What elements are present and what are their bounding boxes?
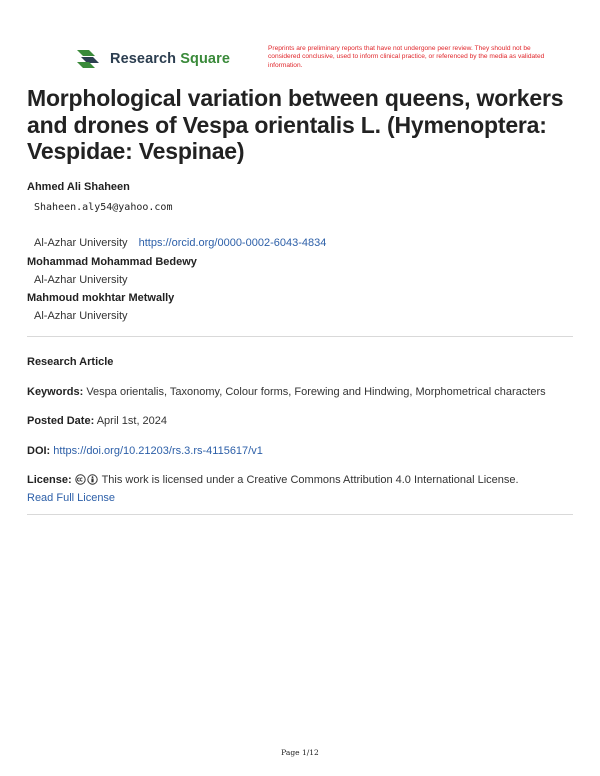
article-title: Morphological variation between queens, workers and drones of Vespa orientalis L. (Hymenoptera: Vespidae: Vespinae) [27,85,564,164]
brand-name: Research Square [110,51,230,67]
doi: DOI: https://doi.org/10.21203/rs.3.rs-4115617/v1 [27,445,263,457]
research-square-logo-icon [75,48,101,70]
divider [27,514,573,515]
divider [27,336,573,337]
preprint-disclaimer: Preprints are preliminary reports that have not undergone peer review. They should not be considered conclusive, used to inform clinical practice, or referenced by the media as validated information. [268,45,545,69]
orcid-link[interactable]: https://orcid.org/0000-0002-6043-4834 [138,237,327,249]
research-square-logo[interactable] [75,48,230,70]
author-affiliation: Al-Azhar University https://orcid.org/0000-0002-6043-4834 [34,237,327,249]
author-affiliation: Al-Azhar University [34,310,128,322]
read-full-license-link[interactable]: Read Full License [27,492,116,504]
license-link-row [27,492,587,504]
posted-date: Posted Date: April 1st, 2024 [27,415,168,427]
license: License: This work is licensed under a Creative Commons Attribution 4.0 International License. [27,474,519,486]
page-number: Page 1/12 [281,748,319,757]
author-name[interactable]: Mahmoud mokhtar Metwally [27,292,175,304]
doi-link[interactable]: https://doi.org/10.21203/rs.3.rs-4115617/v1 [53,445,263,457]
creative-commons-icon [75,474,86,485]
author-name[interactable]: Mohammad Mohammad Bedewy [27,256,197,268]
author-name[interactable]: Ahmed Ali Shaheen [27,181,130,193]
attribution-icon [87,474,98,485]
author-email[interactable]: Shaheen.aly54@yahoo.com [34,202,173,213]
author-affiliation: Al-Azhar University [34,274,128,286]
keywords: Keywords: Vespa orientalis, Taxonomy, Colour forms, Forewing and Hindwing, Morphometrical characters [27,386,546,398]
article-type: Research Article [27,356,114,368]
